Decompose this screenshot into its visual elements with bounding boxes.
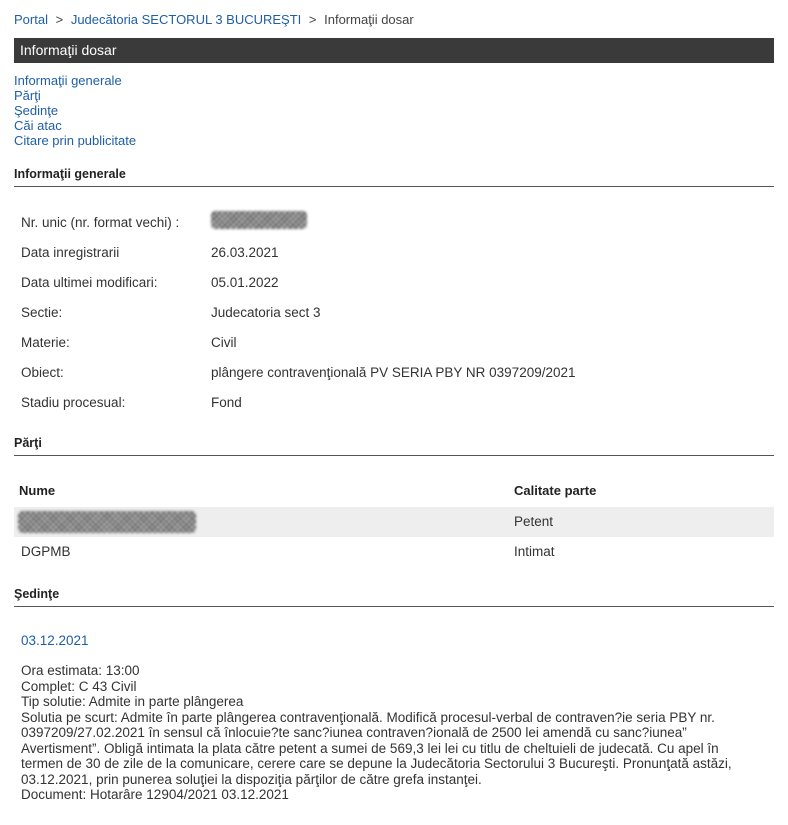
info-label-nr-unic: Nr. unic (nr. format vechi) : <box>21 215 180 230</box>
breadcrumb-current: Informaţii dosar <box>324 12 414 27</box>
hearing-solution-type: Tip solutie: Admite in parte plângerea <box>21 694 244 709</box>
table-row <box>14 537 774 567</box>
nav-link-informatii-generale[interactable]: Informaţii generale <box>14 73 122 88</box>
info-label-obiect: Obiect: <box>21 365 64 380</box>
info-value-sectie: Judecatoria sect 3 <box>211 305 321 320</box>
breadcrumb-separator: > <box>55 12 64 27</box>
section-heading-parti: Părţi <box>14 436 774 456</box>
info-value-data-inregistrarii: 26.03.2021 <box>211 245 279 260</box>
redacted-case-number <box>211 211 307 229</box>
info-value-materie: Civil <box>211 335 237 350</box>
info-value-nr-unic <box>211 211 307 229</box>
info-label-stadiu-procesual: Stadiu procesual: <box>21 395 126 410</box>
breadcrumb-portal-link[interactable]: Portal <box>14 12 48 27</box>
info-value-stadiu-procesual: Fond <box>211 395 242 410</box>
breadcrumb-separator: > <box>308 12 317 27</box>
hearing-details <box>21 663 761 803</box>
breadcrumb-court-link[interactable]: Judecătoria SECTORUL 3 BUCUREŞTI <box>70 12 302 27</box>
hearing-date-link[interactable]: 03.12.2021 <box>21 633 89 648</box>
info-label-data-inregistrarii: Data inregistrarii <box>21 245 120 260</box>
party-role: Intimat <box>514 544 555 559</box>
info-label-data-ultimei-modificari: Data ultimei modificari: <box>21 275 158 290</box>
breadcrumb <box>14 12 414 27</box>
info-label-sectie: Sectie: <box>21 305 63 320</box>
section-heading-sedinte: Şedinţe <box>14 587 774 607</box>
hearing-solution-summary: Solutia pe scurt: Admite în parte plângerea contravenţională. Modifică procesul-verbal de contraven?ie seria PBY nr. 0397209/27.02.2021 în sensul că înlocuie?te sanc?iunea contraven?ională de 2500 lei amendă cu sanc?iunea” Avertisment”. Obligă intimata la plata către petent a sumei de 569,3 lei lei cu titlu de cheltuieli de judecată. Cu apel în termen de 30 de zile de la comunicare, cerere care se depune la Judecătoria Sectorului 3 Bucureşti. Pronunţată astăzi, 03.12.2021, prin punerea soluţiei la dispoziţia părţilor de către grefa instanţei. <box>21 709 732 787</box>
column-header-calitate-parte: Calitate parte <box>514 483 597 498</box>
section-heading-informatii-generale: Informaţii generale <box>14 167 774 187</box>
info-label-materie: Materie: <box>21 335 70 350</box>
table-row <box>14 507 774 537</box>
party-role: Petent <box>514 514 554 529</box>
nav-link-citare-publicitate[interactable]: Citare prin publicitate <box>14 133 137 148</box>
nav-link-cai-atac[interactable]: Căi atac <box>14 118 62 133</box>
column-header-nume: Nume <box>19 483 56 498</box>
redacted-party-name <box>18 511 196 533</box>
hearing-panel: Complet: C 43 Civil <box>21 678 137 694</box>
section-nav <box>14 73 136 148</box>
hearing-document: Document: Hotarâre 12904/2021 03.12.2021 <box>21 787 289 802</box>
nav-link-parti[interactable]: Părţi <box>14 88 41 103</box>
nav-link-sedinte[interactable]: Şedinţe <box>14 103 59 118</box>
info-value-obiect: plângere contravenţională PV SERIA PBY NR 0397209/2021 <box>211 365 576 380</box>
page-title: Informaţii dosar <box>14 38 774 63</box>
party-name: DGPMB <box>21 544 71 559</box>
hearing-estimated-time: Ora estimata: 13:00 <box>21 663 140 678</box>
info-value-data-ultimei-modificari: 05.01.2022 <box>211 275 279 290</box>
